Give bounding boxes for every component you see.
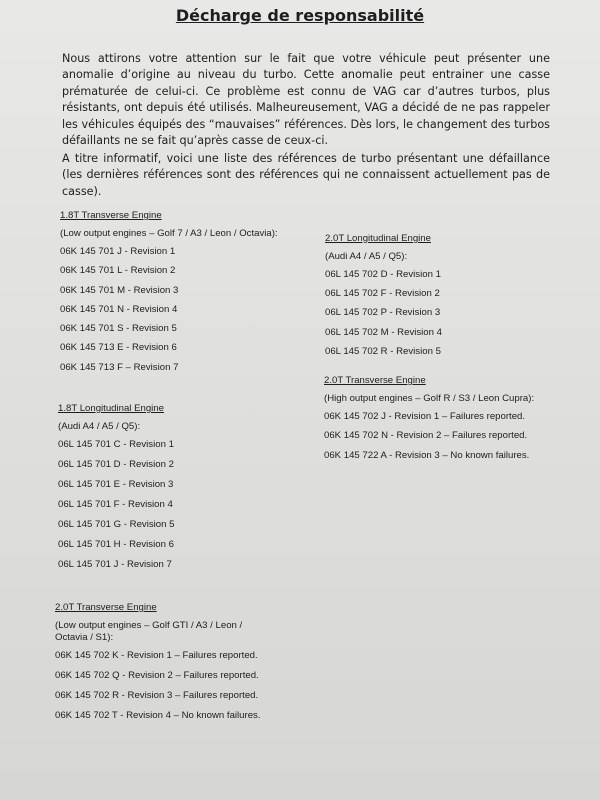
turbo-reference-item: 06K 145 701 S - Revision 5	[60, 323, 177, 335]
section-subtitle: (Low output engines – Golf GTI / A3 / Leon / Octavia / S1):	[55, 620, 243, 643]
turbo-reference-item: 06K 145 702 J - Revision 1 – Failures reported.	[324, 411, 526, 422]
turbo-reference-item: 06L 145 701 H - Revision 6	[58, 539, 174, 550]
section-1-8t-transverse	[60, 210, 300, 381]
section-title: 1.8T Longitudinal Engine	[58, 403, 164, 414]
turbo-reference-item: 06L 145 702 F - Revision 2	[325, 288, 440, 300]
turbo-reference-item: 06K 145 713 F – Revision 7	[60, 361, 179, 373]
section-subtitle: (Audi A4 / A5 / Q5):	[58, 421, 141, 432]
intro-paragraph: Nous attirons votre attention sur le fait que votre véhicule peut présenter une anomalie d’origine au niveau du turbo. Cette anomalie peut entrainer une casse prématurée de celui-ci. Ce problème est connu de VAG car d’autres turbos, plus résistants, ont depuis été utilisés. Malheureusement, VAG a décidé de ne pas rappeler les véhicules équipés des “mauvaises” références. Dès lors, le changement des turbos défaillants ne se fait qu’après casse de ceux-ci.	[62, 52, 550, 148]
turbo-reference-item: 06K 145 702 K - Revision 1 – Failures reported.	[55, 650, 258, 661]
section-title: 2.0T Longitudinal Engine	[325, 233, 431, 244]
turbo-reference-item: 06L 145 701 J - Revision 7	[58, 559, 172, 570]
turbo-reference-item: 06L 145 702 P - Revision 3	[325, 307, 441, 319]
document-title: Décharge de responsabilité	[175, 6, 425, 25]
turbo-reference-item: 06L 145 701 D - Revision 2	[58, 459, 174, 470]
turbo-reference-item: 06K 145 722 A - Revision 3 – No known failures.	[324, 449, 530, 461]
turbo-reference-item: 06K 145 702 Q - Revision 2 – Failures reported.	[55, 670, 259, 681]
section-title: 2.0T Transverse Engine	[324, 375, 426, 386]
turbo-reference-item: 06K 145 701 L - Revision 2	[60, 265, 176, 277]
section-title: 2.0T Transverse Engine	[55, 602, 157, 613]
turbo-reference-item: 06L 145 702 R - Revision 5	[325, 345, 441, 357]
section-2-0t-transverse-low	[55, 602, 285, 730]
section-subtitle: (Audi A4 / A5 / Q5):	[325, 251, 408, 262]
turbo-reference-item: 06K 145 701 M - Revision 3	[60, 284, 179, 296]
section-2-0t-longitudinal	[325, 233, 565, 365]
turbo-reference-item: 06K 145 702 R - Revision 3 – Failures reported.	[55, 690, 259, 701]
turbo-reference-item: 06K 145 701 J - Revision 1	[60, 246, 176, 257]
section-subtitle: (High output engines – Golf R / S3 / Leon Cupra):	[324, 393, 535, 404]
section-subtitle: (Low output engines – Golf 7 / A3 / Leon / Octavia):	[60, 228, 278, 239]
turbo-reference-item: 06L 145 702 D - Revision 1	[325, 269, 441, 280]
turbo-reference-item: 06L 145 701 G - Revision 5	[58, 519, 175, 530]
turbo-reference-item: 06L 145 701 E - Revision 3	[58, 479, 174, 490]
turbo-reference-item: 06L 145 701 F - Revision 4	[58, 499, 173, 510]
section-title: 1.8T Transverse Engine	[60, 210, 162, 221]
turbo-reference-item: 06K 145 713 E - Revision 6	[60, 342, 177, 354]
info-paragraph: A titre informatif, voici une liste des références de turbo présentant une défaillance (les dernières références sont des références qui ne connaissent actuellement pas de casse).	[62, 152, 550, 198]
turbo-reference-item: 06L 145 701 C - Revision 1	[58, 439, 174, 450]
turbo-reference-item: 06K 145 701 N - Revision 4	[60, 303, 178, 315]
section-2-0t-transverse-high	[324, 375, 574, 469]
section-1-8t-longitudinal	[58, 403, 298, 579]
turbo-reference-item: 06K 145 702 T - Revision 4 – No known failures.	[55, 710, 261, 721]
turbo-reference-item: 06K 145 702 N - Revision 2 – Failures reported.	[324, 430, 528, 442]
turbo-reference-item: 06L 145 702 M - Revision 4	[325, 326, 442, 338]
